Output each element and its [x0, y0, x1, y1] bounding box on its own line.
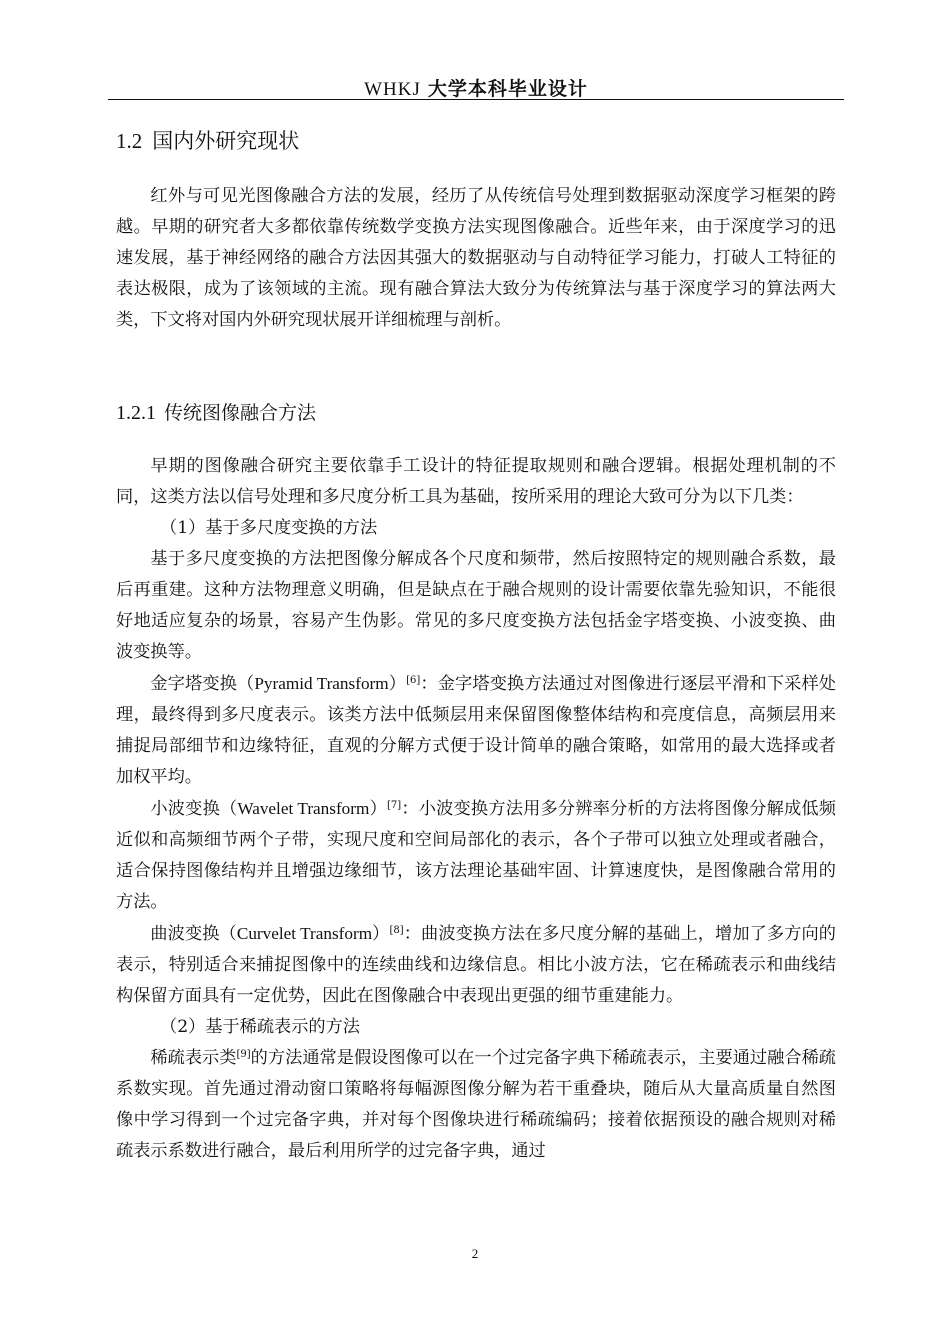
curvelet-close: ） — [372, 924, 390, 944]
wavelet-close: ） — [369, 799, 387, 819]
sparse-lead: 稀疏表示类 — [150, 1048, 237, 1068]
wavelet-text: ：小波变换方法用多分辨率分析的方法将图像分解成低频近似和高频细节两个子带，实现尺度和空间局部化的表示，各个子带可以独立处理或者融合，适合保持图像结构并且增强边缘细节，该方法理论基础牢固、计算速度快，是图像融合常用的方法。 — [116, 799, 836, 912]
subsection-title: 传统图像融合方法 — [164, 402, 317, 424]
header-latin: WHKJ — [364, 79, 421, 100]
list-item-sparse: （2）基于稀疏表示的方法 — [160, 1017, 360, 1037]
page-number: 2 — [471, 1246, 479, 1261]
intro-paragraph: 红外与可见光图像融合方法的发展，经历了从传统信号处理到数据驱动深度学习框架的跨越。早期的研究者大多都依靠传统数学变换方法实现图像融合。近些年来，由于深度学习的迅速发展，基于神经网络的融合方法因其强大的数据驱动与自动特征学习能力，打破人工特征的表达极限，成为了该领域的主流。现有融合算法大致分为传统算法与基于深度学习的算法两大类，下文将对国内外研究现状展开详细梳理与剖析。 — [116, 186, 836, 330]
sparse-text: 的方法通常是假设图像可以在一个过完备字典下稀疏表示，主要通过融合稀疏系数实现。首先通过滑动窗口策略将每幅源图像分解为若干重叠块，随后从大量高质量自然图像中学习得到一个过完备字典，并对每个图像块进行稀疏编码；接着依据预设的融合规则对稀疏表示系数进行融合，最后利用所学的过完备字典，通过 — [116, 1048, 836, 1161]
section-number: 1.2 — [116, 129, 143, 153]
pyramid-lead: 金字塔变换（ — [150, 674, 255, 694]
body-block — [116, 451, 836, 1167]
list-item-multiscale: （1）基于多尺度变换的方法 — [160, 518, 378, 538]
citation-9: [9] — [236, 1049, 251, 1060]
curvelet-lead: 曲波变换（ — [150, 924, 237, 944]
paragraph-early-methods: 早期的图像融合研究主要依靠手工设计的特征提取规则和融合逻辑。根据处理机制的不同，这类方法以信号处理和多尺度分析工具为基础，按所采用的理论大致可分为以下几类： — [116, 456, 836, 507]
subsection-heading — [116, 398, 316, 425]
running-header — [108, 74, 844, 101]
paragraph-wavelet — [116, 793, 836, 918]
paragraph-pyramid — [116, 668, 836, 793]
paragraph-curvelet — [116, 918, 836, 1012]
paragraph-multiscale: 基于多尺度变换的方法把图像分解成各个尺度和频带，然后按照特定的规则融合系数，最后再重建。这种方法物理意义明确，但是缺点在于融合规则的设计需要依靠先验知识，不能很好地适应复杂的场景，容易产生伪影。常见的多尺度变换方法包括金字塔变换、小波变换、曲波变换等。 — [116, 549, 836, 662]
header-rule — [108, 99, 844, 100]
pyramid-text: ：金字塔变换方法通过对图像进行逐层平滑和下采样处理，最终得到多尺度表示。该类方法中低频层用来保留图像整体结构和亮度信息，高频层用来捕捉局部细节和边缘特征，直观的分解方式便于设计简单的融合策略，如常用的最大选择或者加权平均。 — [116, 674, 836, 787]
paragraph-sparse — [116, 1043, 836, 1167]
header-title: 大学本科毕业设计 — [427, 78, 588, 100]
curvelet-text: ：曲波变换方法在多尺度分解的基础上，增加了多方向的表示，特别适合来捕捉图像中的连续曲线和边缘信息。相比小波方法，它在稀疏表示和曲线结构保留方面具有一定优势，因此在图像融合中表现出更强的细节重建能力。 — [116, 924, 836, 1006]
wavelet-term: Wavelet Transform — [237, 799, 370, 818]
wavelet-lead: 小波变换（ — [150, 799, 238, 819]
citation-8: [8] — [389, 925, 404, 936]
section-title: 国内外研究现状 — [152, 129, 300, 153]
subsection-number: 1.2.1 — [116, 402, 156, 424]
pyramid-close: ） — [388, 674, 407, 694]
pyramid-term: Pyramid Transform — [254, 674, 389, 693]
citation-7: [7] — [386, 800, 402, 811]
curvelet-term: Curvelet Transform — [236, 924, 373, 943]
intro-block — [116, 181, 836, 336]
section-heading — [116, 125, 299, 155]
citation-6: [6] — [406, 675, 421, 686]
